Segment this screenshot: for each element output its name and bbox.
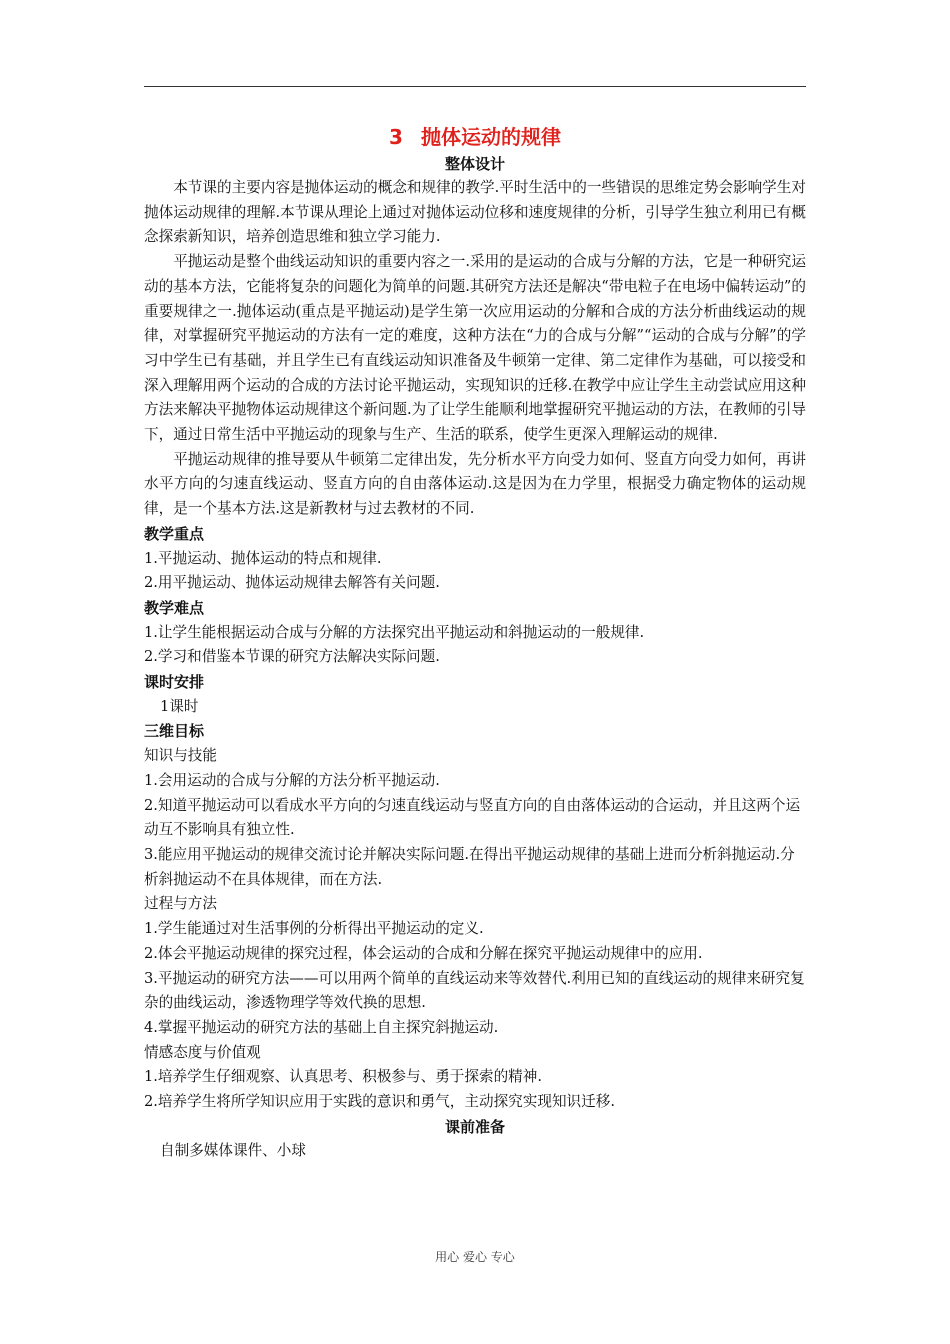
title-text: 抛体运动的规律 [420,125,561,149]
page-footer: 用心 爱心 专心 [435,1250,515,1264]
knowledge-item: 1.会用运动的合成与分解的方法分析平抛运动. [144,771,440,789]
process-item: 2.体会平抛运动规律的探究过程，体会运动的合成和分解在探究平抛运动规律中的应用. [144,944,703,962]
preparation-value: 自制多媒体课件、小球 [160,1141,306,1159]
knowledge-label: 知识与技能 [144,747,217,765]
process-label: 过程与方法 [144,895,217,913]
overall-design-paragraph-1: 本节课的主要内容是抛体运动的概念和规律的教学.平时生活中的一些错误的思维定势会影响学生对抛体运动规律的理解.本节课从理论上通过对抛体运动位移和速度规律的分析，引导学生独立利用已有概念探索新知识，培养创造思维和独立学习能力. [144,179,806,246]
document-body [144,122,806,1163]
process-item: 3.平抛运动的研究方法——可以用两个简单的直线运动来等效替代.利用已知的直线运动的规律来研究复杂的曲线运动，渗透物理学等效代换的思想. [144,969,805,1012]
knowledge-item: 2.知道平抛运动可以看成水平方向的匀速直线运动与竖直方向的自由落体运动的合运动，并且这两个运动互不影响具有独立性. [144,796,801,839]
overall-design-heading: 整体设计 [444,155,505,173]
difficulty-item: 1.让学生能根据运动合成与分解的方法探究出平抛运动和斜抛运动的一般规律. [144,623,645,641]
key-points-heading: 教学重点 [144,524,205,543]
key-point-item: 2.用平抛运动、抛体运动规律去解答有关问题. [144,574,440,592]
title-number: 3 [389,125,403,149]
key-point-item: 1.平抛运动、抛体运动的特点和规律. [144,549,382,567]
attitude-item: 1.培养学生仔细观察、认真思考、积极参与、勇于探索的精神. [144,1068,543,1086]
process-item: 1.学生能通过对生活事例的分析得出平抛运动的定义. [144,920,484,938]
difficulties-heading: 教学难点 [144,598,205,617]
knowledge-item: 3.能应用平抛运动的规律交流讨论并解决实际问题.在得出平抛运动规律的基础上进而分析斜抛运动.分析斜抛运动不在具体规律，而在方法. [144,845,795,888]
objectives-heading: 三维目标 [144,722,205,741]
process-item: 4.掌握平抛运动的研究方法的基础上自主探究斜抛运动. [144,1018,499,1036]
schedule-heading: 课时安排 [144,673,205,692]
attitude-label: 情感态度与价值观 [144,1043,261,1061]
preparation-heading: 课前准备 [444,1117,505,1136]
schedule-value: 1课时 [160,697,199,715]
overall-design-paragraph-3: 平抛运动规律的推导要从牛顿第二定律出发，先分析水平方向受力如何、竖直方向受力如何，再讲水平方向的匀速直线运动、竖直方向的自由落体运动.这是因为在力学里，根据受力确定物体的运动规律，是一个基本方法.这是新教材与过去教材的不同. [144,450,806,518]
header-rule [144,86,806,87]
attitude-item: 2.培养学生将所学知识应用于实践的意识和勇气，主动探究实现知识迁移. [144,1093,615,1111]
difficulty-item: 2.学习和借鉴本节课的研究方法解决实际问题. [144,648,440,666]
overall-design-paragraph-2: 平抛运动是整个曲线运动知识的重要内容之一.采用的是运动的合成与分解的方法，它是一种研究运动的基本方法，它能将复杂的问题化为简单的问题.其研究方法还是解决“带电粒子在电场中偏转运动”的重要规律之一.抛体运动(重点是平抛运动)是学生第一次应用运动的分解和合成的方法分析曲线运动的规律，对掌握研究平抛运动的方法有一定的难度，这种方法在“力的合成与分解”“运动的合成与分解”的学习中学生已有基础，并且学生已有直线运动知识准备及牛顿第一定律、第二定律作为基础，可以接受和深入理解用两个运动的合成的方法讨论平抛运动，实现知识的迁移.在教学中应让学生主动尝试应用这种方法来解决平抛物体运动规律这个新问题.为了让学生能顺利地掌握研究平抛运动的方法，在教师的引导下，通过日常生活中平抛运动的现象与生产、生活的联系，使学生更深入理解运动的规律. [144,253,806,444]
page-title [144,122,806,152]
